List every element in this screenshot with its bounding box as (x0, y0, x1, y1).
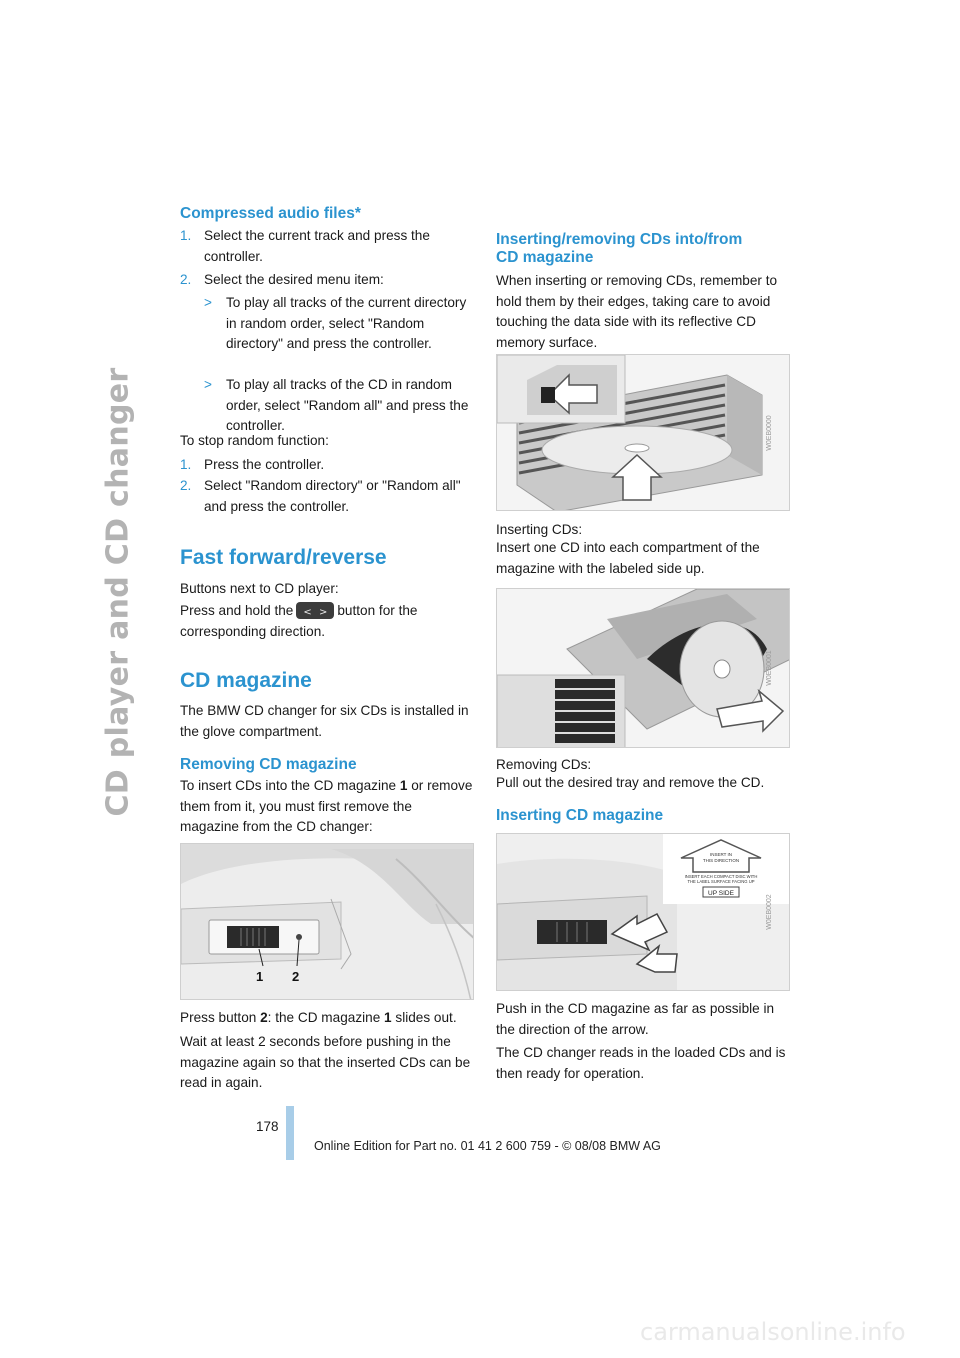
sign-text: THIS DIRECTION (702, 858, 740, 863)
figure-inserting-magazine (496, 833, 790, 991)
text-run: or remove them from it, you must first remove the magazine from the CD changer: (180, 778, 473, 834)
list-number: 2. (180, 478, 192, 493)
caption: Removing CDs: (496, 757, 592, 772)
watermark: carmanualsonline.info (640, 1318, 906, 1346)
tray-removal-illustration (497, 589, 790, 748)
text-run: Press button (180, 1010, 257, 1025)
magazine-slot-illustration (497, 834, 790, 991)
list-number: 1. (180, 228, 192, 243)
glovebox-illustration (181, 844, 474, 1000)
text-run: : the CD magazine (267, 1010, 381, 1025)
figure-code: W0EB0001 (765, 650, 773, 686)
bold-label: 1 (399, 778, 408, 793)
paragraph: When inserting or removing CDs, remember to hold them by their edges, taking care to avoid touching the data side with its reflective CD memory surface. (496, 273, 778, 350)
list-bullet (180, 293, 474, 355)
bold-label: 1 (384, 1010, 392, 1025)
list-item (180, 455, 474, 476)
paragraph: Push in the CD magazine as far as possible in the direction of the arrow. (496, 1001, 775, 1037)
heading-inserting-removing: Inserting/removing CDs into/from (496, 231, 743, 248)
heading-removing-magazine: Removing CD magazine (180, 756, 357, 773)
caption: Insert one CD into each compartment of the magazine with the labeled side up. (496, 540, 760, 576)
figure-code: W0EB0002 (765, 894, 773, 930)
caption: Inserting CDs: (496, 522, 583, 537)
text-run: Press and hold the (180, 603, 294, 618)
list-bullet (180, 375, 474, 437)
paragraph: To stop random function: (180, 433, 329, 448)
bold-label: 2 (260, 1010, 268, 1025)
list-item (180, 270, 474, 291)
list-text: To play all tracks of the CD in random order, select "Random all" and press the controller. (226, 377, 469, 433)
paragraph (180, 776, 474, 838)
footer-edition: Online Edition for Part no. 01 41 2 600 759 - © 08/08 BMW AG (314, 1139, 661, 1153)
seek-button-icon (296, 602, 334, 619)
side-chapter-title: CD player and CD changer (100, 367, 136, 817)
figure-code: W0EB0000 (765, 414, 773, 451)
heading-fast-forward: Fast forward/reverse (180, 546, 387, 569)
paragraph: The BMW CD changer for six CDs is installed in the glove compartment. (180, 703, 469, 739)
list-text: Select the current track and press the controller. (204, 228, 430, 264)
paragraph (180, 601, 474, 642)
footer-accent-bar (286, 1106, 294, 1160)
bullet-mark: > (204, 295, 212, 310)
seek-forward-icon: > (318, 606, 328, 618)
sign-text: INSERT IN (709, 852, 733, 857)
list-item (180, 476, 474, 517)
seek-back-icon: < (303, 606, 312, 618)
heading-inserting-removing-2: CD magazine (496, 249, 594, 266)
list-number: 2. (180, 272, 192, 287)
text-run: button for the corresponding direction. (180, 603, 418, 639)
sign-text: INSERT EACH COMPACT DISC WITH (684, 874, 758, 879)
sign-text: UP SIDE (708, 890, 734, 897)
callout-1: 1 (256, 969, 264, 984)
caption: Pull out the desired tray and remove the CD. (496, 775, 765, 790)
figure-removing-magazine (180, 843, 474, 1000)
paragraph: Buttons next to CD player: (180, 581, 339, 596)
callout-2: 2 (292, 969, 300, 984)
list-text: Select "Random directory" or "Random all" and press the controller. (204, 478, 461, 514)
text-run: To insert CDs into the CD magazine (180, 778, 397, 793)
heading-cd-magazine: CD magazine (180, 669, 312, 692)
list-text: To play all tracks of the current directory in random order, select "Random directory" and press the controller. (226, 295, 467, 351)
text-run: slides out. (395, 1010, 457, 1025)
heading-inserting-magazine: Inserting CD magazine (496, 807, 664, 824)
bullet-mark: > (204, 377, 212, 392)
list-number: 1. (180, 457, 192, 472)
paragraph: The CD changer reads in the loaded CDs and is then ready for operation. (496, 1045, 786, 1081)
paragraph (180, 1008, 474, 1029)
sign-text: THE LABEL SURFACE FACING UP (687, 879, 755, 884)
figure-removing-cds (496, 588, 790, 748)
page-number: 178 (256, 1119, 279, 1134)
list-item (180, 226, 474, 267)
list-text: Press the controller. (204, 457, 325, 472)
paragraph: Wait at least 2 seconds before pushing in the magazine again so that the inserted CDs can be read in again. (180, 1034, 471, 1090)
heading-compressed-audio: Compressed audio files* (180, 205, 361, 222)
figure-inserting-cds (496, 354, 790, 511)
magazine-insert-illustration (497, 355, 790, 511)
list-text: Select the desired menu item: (204, 272, 384, 287)
